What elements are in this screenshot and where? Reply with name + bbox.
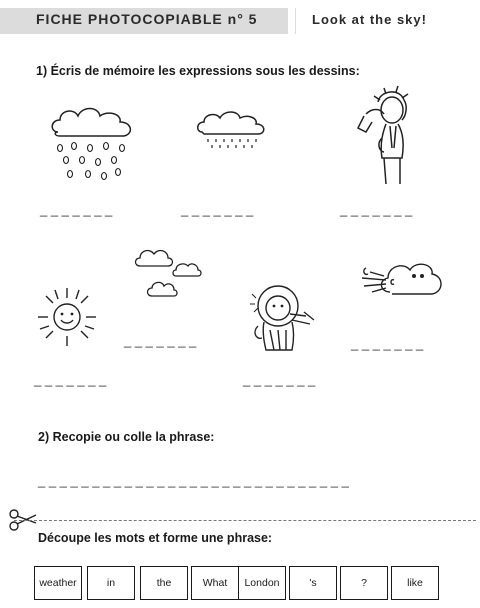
sentence-answer-blank[interactable]: _ _ _ _ _ _ _ _ _ _ _ _ _ _ _ _ _ _ _ _ _ _ _ _ _ _ _ _ _ (38, 473, 349, 488)
answer-blank[interactable]: _ _ _ _ _ _ _ (181, 202, 254, 217)
scissors-icon (6, 506, 40, 532)
question-2-instruction: 2) Recopie ou colle la phrase: (38, 430, 215, 444)
word-card[interactable]: 's (289, 566, 337, 600)
answer-blank[interactable]: _ _ _ _ _ _ _ (351, 336, 424, 351)
cold-child-icon (244, 282, 322, 354)
cut-instruction: Découpe les mots et forme une phrase: (38, 531, 273, 545)
word-card[interactable]: the (140, 566, 188, 600)
word-card[interactable]: in (87, 566, 135, 600)
answer-blank[interactable]: _ _ _ _ _ _ _ (340, 202, 413, 217)
word-card[interactable]: What (191, 566, 239, 600)
worksheet-title: FICHE PHOTOCOPIABLE n° 5 (36, 11, 258, 27)
answer-blank[interactable]: _ _ _ _ _ _ _ (34, 372, 107, 387)
answer-blank[interactable]: _ _ _ _ _ _ _ (124, 333, 197, 348)
word-card[interactable]: weather (34, 566, 82, 600)
answer-blank[interactable]: _ _ _ _ _ _ _ (243, 372, 316, 387)
clouds-icon (132, 246, 212, 302)
cut-line (14, 520, 476, 521)
worksheet-header (0, 8, 480, 34)
worksheet-subtitle: Look at the sky! (312, 12, 427, 27)
sun-icon (36, 286, 98, 348)
word-card[interactable]: ? (340, 566, 388, 600)
word-card[interactable]: London (238, 566, 286, 600)
word-cards (34, 566, 454, 602)
word-card[interactable]: like (391, 566, 439, 600)
answer-blank[interactable]: _ _ _ _ _ _ _ (40, 202, 113, 217)
windy-cloud-icon (360, 258, 444, 308)
rain-cloud-icon (48, 104, 140, 186)
hot-person-icon (356, 86, 428, 186)
question-1-instruction: 1) Écris de mémoire les expressions sous les dessins: (36, 64, 360, 78)
drizzle-cloud-icon (196, 110, 268, 152)
